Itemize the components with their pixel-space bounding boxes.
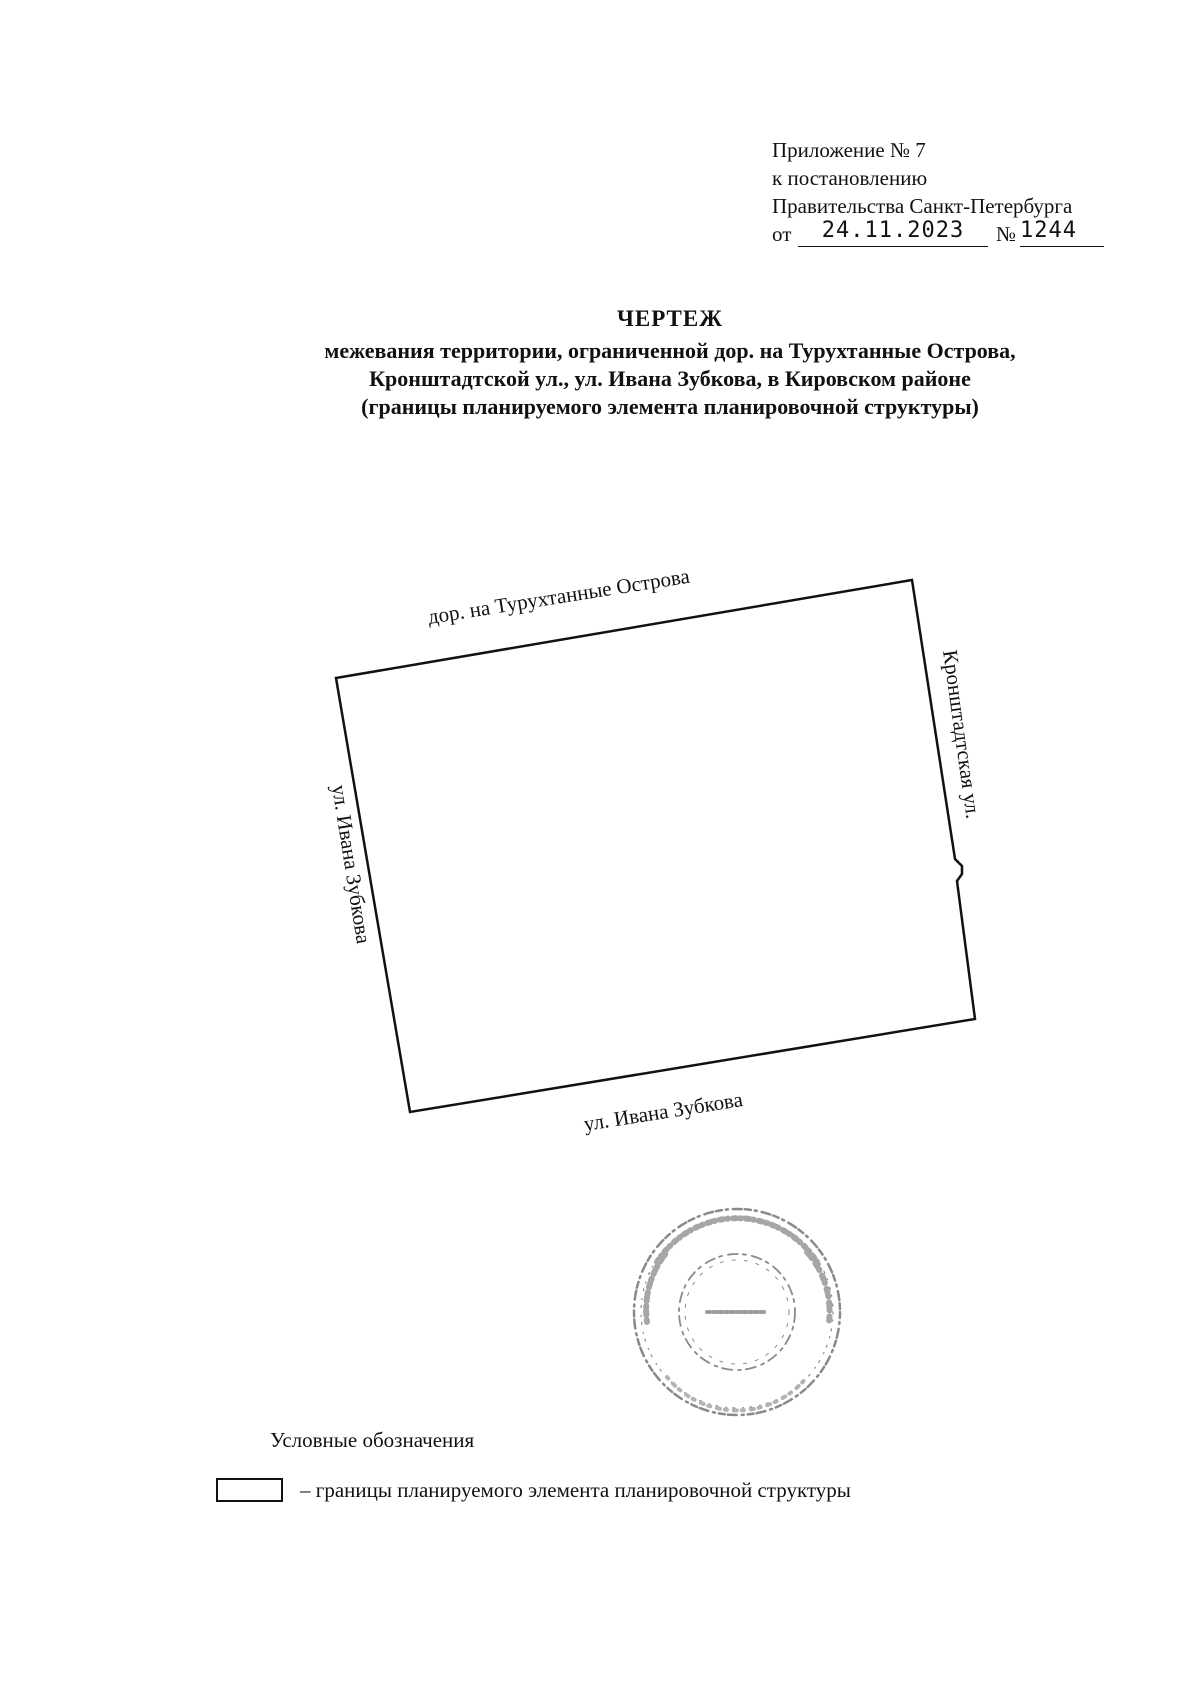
legend-item-text: – границы планируемого элемента планировочной структуры xyxy=(300,1478,851,1502)
appendix-government: Правительства Санкт-Петербурга xyxy=(772,194,1073,218)
planning-element-boundary xyxy=(336,580,975,1112)
title-main: ЧЕРТЕЖ xyxy=(617,306,723,331)
number-value: 1244 xyxy=(1020,216,1104,247)
title-line-2: Кронштадтской ул., ул. Ивана Зубкова, в Кировском районе xyxy=(369,366,971,391)
number-prefix: № xyxy=(996,222,1017,246)
title-line-1: межевания территории, ограниченной дор. на Турухтанные Острова, xyxy=(324,338,1016,363)
street-label-north: дор. на Турухтанные Острова xyxy=(426,563,692,629)
title-line-3: (границы планируемого элемента планировочной структуры) xyxy=(361,394,979,419)
street-label-east: Кронштадтская ул. xyxy=(938,648,986,821)
official-stamp xyxy=(634,1209,840,1415)
date-value: 24.11.2023 xyxy=(798,216,988,247)
legend-heading: Условные обозначения xyxy=(270,1428,475,1452)
street-label-south: ул. Ивана Зубкова xyxy=(582,1087,745,1136)
street-label-west: ул. Ивана Зубкова xyxy=(327,783,376,946)
appendix-number: Приложение № 7 xyxy=(772,138,926,162)
appendix-resolution-ref: к постановлению xyxy=(772,166,928,190)
date-prefix: от xyxy=(772,222,792,246)
legend-boundary-swatch xyxy=(216,1478,283,1502)
